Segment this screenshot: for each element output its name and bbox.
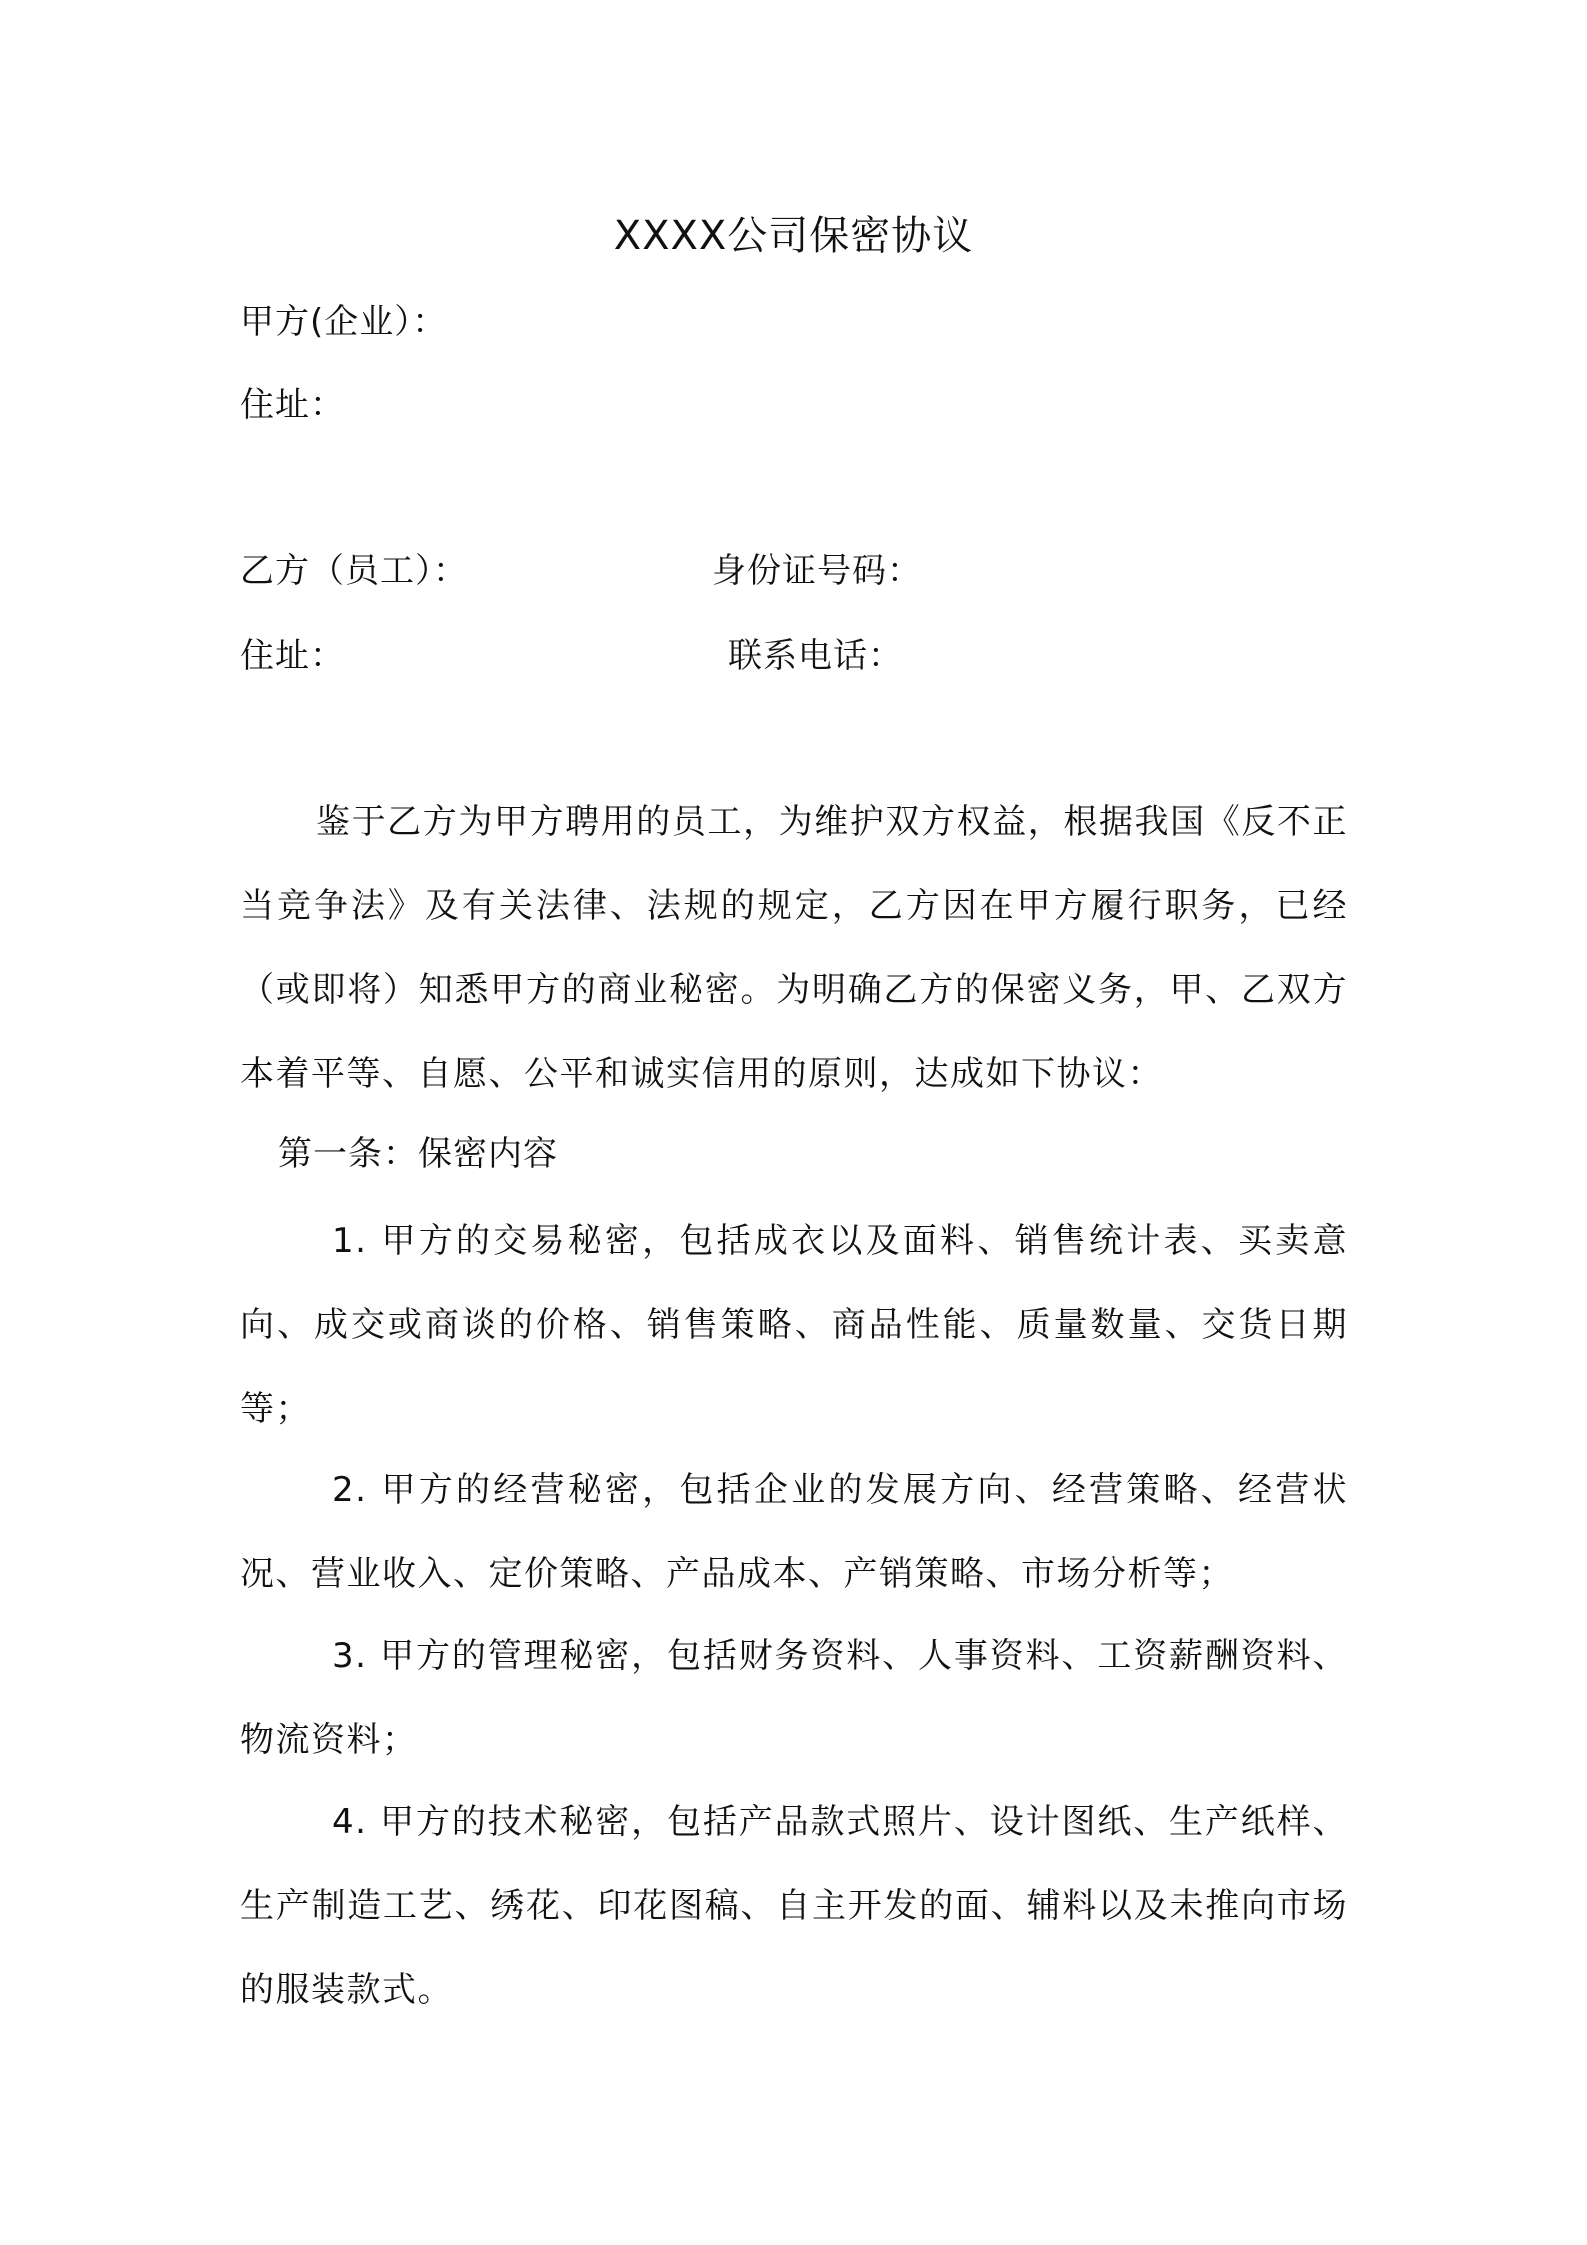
article-1-heading: 第一条：保密内容 xyxy=(278,1134,558,1174)
party-a-label: 甲方(企业）： xyxy=(240,302,448,342)
article-1-item-2: 2. 甲方的经营秘密，包括企业的发展方向、经营策略、经营状况、营业收入、定价策略、产品成本、产销策略、市场分析等； xyxy=(240,1470,1348,1594)
party-b-id-label: 身份证号码： xyxy=(712,551,922,591)
article-1-item-1: 1. 甲方的交易秘密，包括成衣以及面料、销售统计表、买卖意向、成交或商谈的价格、销售策略、商品性能、质量数量、交货日期等； xyxy=(240,1221,1348,1429)
document-title: XXXX公司保密协议 xyxy=(613,213,974,259)
preamble-paragraph: 鉴于乙方为甲方聘用的员工，为维护双方权益，根据我国《反不正当竞争法》及有关法律、法规的规定，乙方因在甲方履行职务，已经（或即将）知悉甲方的商业秘密。为明确乙方的保密义务，甲、乙双方本着平等、自愿、公平和诚实信用的原则，达成如下协议： xyxy=(240,802,1348,1094)
party-b-address-label: 住址： xyxy=(240,636,345,676)
article-1-item-3: 3. 甲方的管理秘密，包括财务资料、人事资料、工资薪酬资料、物流资料； xyxy=(240,1636,1348,1760)
party-a-address-label: 住址： xyxy=(240,385,345,425)
article-1-item-4: 4. 甲方的技术秘密，包括产品款式照片、设计图纸、生产纸样、生产制造工艺、绣花、印花图稿、自主开发的面、辅料以及未推向市场的服装款式。 xyxy=(240,1802,1348,2010)
party-b-phone-label: 联系电话： xyxy=(728,636,903,676)
party-b-label: 乙方（员工）： xyxy=(240,551,468,591)
